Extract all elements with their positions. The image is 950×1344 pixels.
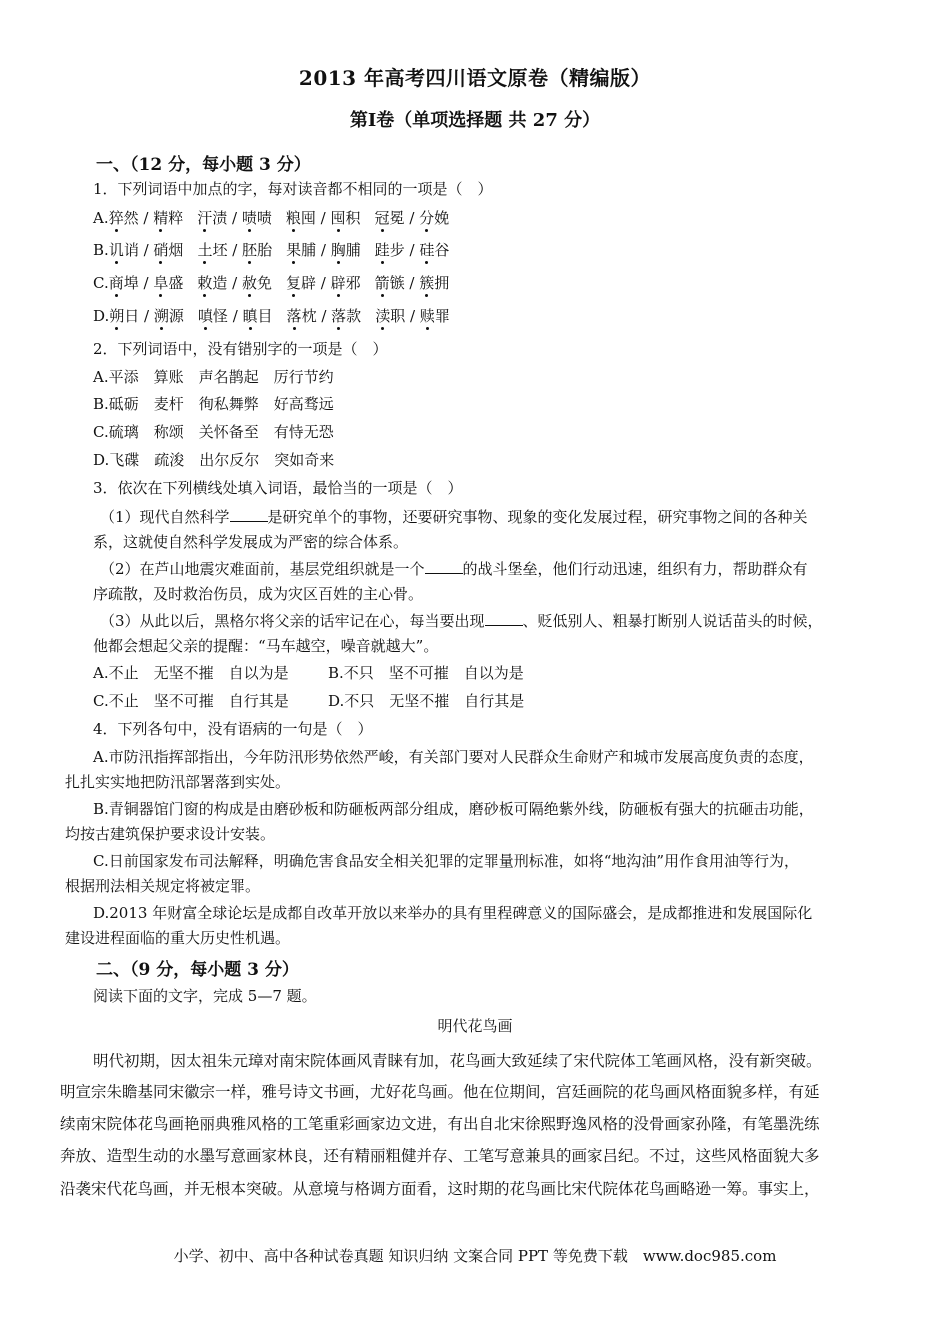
word-text: 渍 / (212, 209, 242, 227)
q3-sentence-1 (100, 507, 808, 527)
q1-option-b (93, 240, 463, 260)
q3-blank-3 (485, 611, 523, 626)
emphasized-char: 渎 (375, 307, 391, 325)
emphasized-char: 精 (153, 209, 169, 227)
section-2-intro: 阅读下面的文字，完成 5—7 题。 (93, 987, 317, 1005)
q3-s3-text-b: 、贬低别人、粗暴打断别人说话苗头的时候， (522, 612, 823, 630)
q1-word-pair (375, 274, 450, 292)
q3-s1-text-a: （1）现代自然科学 (100, 508, 230, 526)
emphasized-char: 落 (286, 307, 302, 325)
footer-note: 小学、初中、高中各种试卷真题 知识归纳 文案合同 PPT 等免费下载 www.doc985.com (173, 1247, 777, 1265)
word-text: 冕 / (389, 209, 420, 227)
q3-sentence-3 (100, 611, 823, 631)
q1-option-c (93, 273, 463, 293)
emphasized-char: 粮 (285, 209, 301, 227)
word-text: 源 (168, 307, 184, 325)
q4-option-b-line1: B.青铜器馆门窗的构成是由磨砂板和防砸板两部分组成，磨砂板可隔绝紫外线，防砸板有强大的抗砸击功能， (93, 800, 814, 818)
q3-option-c: C.不止 坚不可摧 自行其是 (93, 692, 289, 710)
q1-word-pair (375, 209, 450, 227)
emphasized-char: 溯 (153, 307, 169, 325)
q1-option-label: A. (93, 209, 109, 227)
q2-option-c: C.硫璃 称颂 关怀备至 有恃无恐 (93, 423, 334, 441)
q3-s3-text-a: （3）从此以后，黑格尔将父亲的话牢记在心，每当要出现 (100, 612, 485, 630)
q1-option-label: B. (93, 241, 109, 259)
q1-option-label: D. (93, 307, 110, 325)
q3-s2-text-a: （2）在芦山地震灾难面前，基层党组织就是一个 (100, 560, 425, 578)
paper-part-heading: 第Ⅰ卷（单项选择题 共 27 分） (349, 110, 601, 131)
word-text: 囤 / (300, 209, 331, 227)
emphasized-char: 讥 (108, 241, 124, 259)
q2-stem: 2．下列词语中，没有错别字的一项是（ ） (93, 340, 388, 358)
emphasized-char: 分 (419, 209, 435, 227)
emphasized-char: 硅 (419, 241, 435, 259)
article-title: 明代花鸟画 (437, 1017, 513, 1035)
q3-option-a: A.不止 无坚不摧 自以为是 (93, 664, 289, 682)
emphasized-char: 硝 (153, 241, 169, 259)
q2-option-d: D.飞碟 疏浚 出尔反尔 突如奇来 (93, 451, 335, 469)
emphasized-char: 阜 (153, 274, 169, 292)
emphasized-char: 胚 (242, 241, 258, 259)
section-2-heading: 二、（9 分，每小题 3 分） (96, 960, 299, 980)
article-line-1: 明代初期，因太祖朱元璋对南宋院体画风青睐有加，花鸟画大致延续了宋代院体工笔画风格，没有新突破。 (93, 1052, 822, 1070)
q1-word-pair (286, 241, 361, 259)
word-text: 粹 (168, 209, 184, 227)
word-text: 盛 (168, 274, 184, 292)
article-line-3: 续南宋院体花鸟画艳丽典雅风格的工笔重彩画家边文进，有出自北宋徐熙野逸风格的没骨画家孙隆，有笔墨洗练 (60, 1115, 820, 1133)
word-text: 埠 / (123, 274, 154, 292)
q1-word-pair (287, 307, 362, 325)
emphasized-char: 跬 (374, 241, 390, 259)
q1-option-a (93, 208, 463, 228)
q4-option-b-line2: 均按古建筑保护要求设计安装。 (65, 825, 276, 843)
word-text: 娩 (434, 209, 450, 227)
emphasized-char: 敕 (197, 274, 213, 292)
emphasized-char: 朔 (109, 307, 125, 325)
emphasized-char: 嗔 (197, 307, 213, 325)
word-text: 造 / (212, 274, 242, 292)
q1-word-pair (109, 274, 184, 292)
word-text: 邪 (345, 274, 361, 292)
q2-option-a: A.平添 算账 声名鹊起 厉行节约 (93, 368, 334, 386)
emphasized-char: 瞋 (242, 307, 258, 325)
word-text: 职 / (390, 307, 420, 325)
word-text: 积 (345, 209, 361, 227)
emphasized-char: 土 (197, 241, 213, 259)
q1-word-pair (197, 209, 272, 227)
q3-option-b: B.不只 坚不可摧 自以为是 (328, 664, 524, 682)
q1-word-pair (375, 307, 450, 325)
word-text: 胎 (257, 241, 273, 259)
q1-stem: 1．下列词语中加点的字，每对读音都不相同的一项是（ ） (93, 180, 493, 198)
word-text: 款 (346, 307, 362, 325)
q4-stem: 4．下列各句中，没有语病的一句是（ ） (93, 720, 373, 738)
word-text: 脯 (345, 241, 361, 259)
emphasized-char: 果 (286, 241, 302, 259)
word-text: 诮 / (123, 241, 154, 259)
q3-sentence-1-cont: 系，这就使自然科学发展成为严密的综合体系。 (93, 533, 409, 551)
q1-word-pair (198, 307, 273, 325)
word-text: 然 / (123, 209, 154, 227)
emphasized-char: 赦 (241, 274, 257, 292)
emphasized-char: 囤 (330, 209, 346, 227)
word-text: 辟 / (301, 274, 331, 292)
q1-word-pair (109, 241, 184, 259)
q1-word-pair (286, 209, 361, 227)
q1-word-pair (197, 241, 272, 259)
word-text: 啧 (256, 209, 272, 227)
word-text: 罪 (434, 307, 450, 325)
q4-option-d-line1: D.2013 年财富全球论坛是成都自改革开放以来举办的具有里程碑意义的国际盛会，是成都推进和发展国际化 (93, 904, 813, 922)
q1-word-pair (286, 274, 361, 292)
q3-stem: 3．依次在下列横线处填入词语，最恰当的一项是（ ） (93, 479, 463, 497)
emphasized-char: 辟 (330, 274, 346, 292)
q3-sentence-2 (100, 559, 808, 579)
word-text: 烟 (168, 241, 184, 259)
emphasized-char: 箭 (374, 274, 390, 292)
q3-s1-text-b: 是研究单个的事物，还要研究事物、现象的变化发展过程，研究事物之间的各种关 (267, 508, 808, 526)
q2-option-b: B.砥砺 麦杆 徇私舞弊 好高骛远 (93, 395, 334, 413)
emphasized-char: 啧 (241, 209, 257, 227)
q1-word-pair (109, 209, 184, 227)
word-text: 拥 (434, 274, 450, 292)
word-text: 步 / (389, 241, 420, 259)
word-text: 谷 (434, 241, 450, 259)
emphasized-char: 猝 (108, 209, 124, 227)
article-line-5: 沿袭宋代花鸟画，并无根本突破。从意境与格调方面看，这时期的花鸟画比宋代院体花鸟画略逊一筹。事实上， (60, 1180, 820, 1198)
q3-sentence-2-cont: 序疏散，及时救治伤员，成为灾区百姓的主心骨。 (93, 585, 424, 603)
q4-option-a-line2: 扎扎实实地把防汛部署落到实处。 (65, 773, 291, 791)
q3-s2-text-b: 的战斗堡垒，他们行动迅速，组织有力，帮助群众有 (462, 560, 808, 578)
q4-option-c-line1: C.日前国家发布司法解释，明确危害食品安全相关犯罪的定罪量刑标准，如将“地沟油”用作食用油等行为， (93, 852, 800, 870)
document-title: 2013 年高考四川语文原卷（精编版） (298, 66, 652, 90)
emphasized-char: 赎 (419, 307, 435, 325)
q3-sentence-3-cont: 他都会想起父亲的提醒：“马车越空，噪音就越大”。 (93, 637, 439, 655)
article-line-2: 明宣宗朱瞻基同宋徽宗一样，雅号诗文书画，尤好花鸟画。他在位期间，宫廷画院的花鸟画风格面貌多样，有延 (60, 1083, 820, 1101)
word-text: 坯 / (212, 241, 243, 259)
word-text: 免 (256, 274, 272, 292)
q1-word-pair (109, 307, 184, 325)
q4-option-d-line2: 建设进程面临的重大历史性机遇。 (65, 929, 291, 947)
emphasized-char: 汗 (197, 209, 213, 227)
word-text: 日 / (124, 307, 154, 325)
emphasized-char: 胸 (330, 241, 346, 259)
q3-blank-2 (425, 559, 463, 574)
q3-option-d: D.不只 无坚不摧 自行其是 (328, 692, 525, 710)
word-text: 怪 / (212, 307, 243, 325)
emphasized-char: 商 (108, 274, 124, 292)
article-line-4: 奔放、造型生动的水墨写意画家林良，还有精丽粗健并存、工笔写意兼具的画家吕纪。不过，这些风格面貌大多 (60, 1147, 820, 1165)
emphasized-char: 冠 (374, 209, 390, 227)
q1-option-d (93, 306, 464, 326)
q4-option-a-line1: A.市防汛指挥部指出，今年防汛形势依然严峻，有关部门要对人民群众生命财产和城市发展高度负责的态度， (93, 748, 814, 766)
q3-blank-1 (230, 507, 268, 522)
word-text: 枕 / (301, 307, 332, 325)
word-text: 脯 / (301, 241, 331, 259)
emphasized-char: 簇 (419, 274, 435, 292)
q1-word-pair (375, 241, 450, 259)
q1-option-label: C. (93, 274, 109, 292)
section-1-heading: 一、（12 分，每小题 3 分） (96, 155, 311, 175)
q4-option-c-line2: 根据刑法相关规定将被定罪。 (65, 877, 261, 895)
word-text: 目 (257, 307, 273, 325)
emphasized-char: 复 (286, 274, 302, 292)
word-text: 镞 / (389, 274, 420, 292)
emphasized-char: 落 (331, 307, 347, 325)
q1-word-pair (197, 274, 272, 292)
